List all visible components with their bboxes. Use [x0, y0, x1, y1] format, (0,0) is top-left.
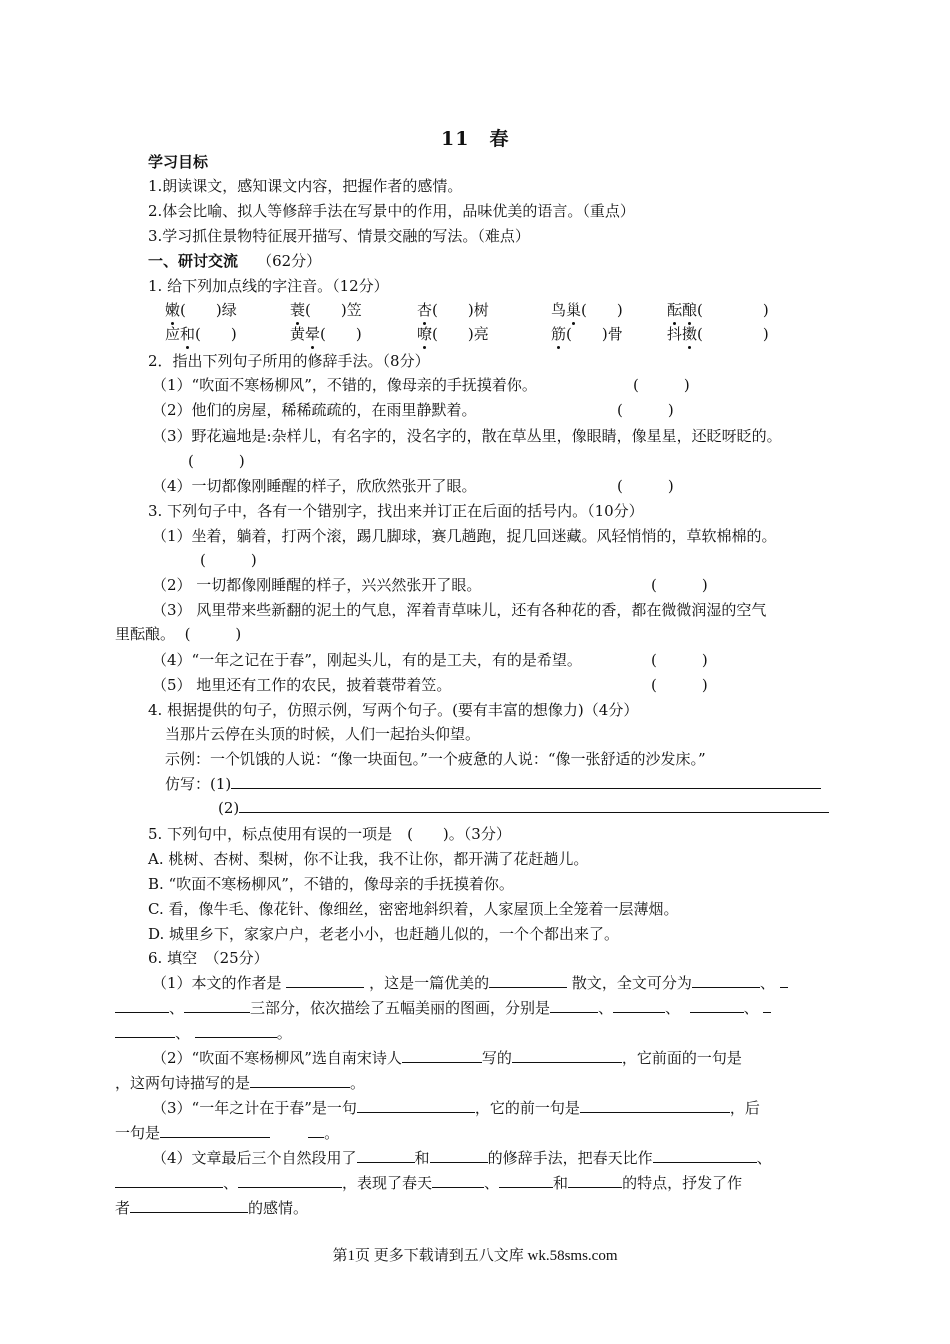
- answer-paren[interactable]: ( ): [200, 551, 257, 569]
- fill-blank[interactable]: [763, 997, 771, 1013]
- dotted-char: 巢: [566, 301, 582, 319]
- q3-item: （2） 一切都像刚睡醒的样子，兴兴然张开了眼。: [152, 576, 482, 594]
- dotted-char: 酝: [667, 301, 683, 319]
- pinyin-blank: 酝酿( ): [667, 301, 769, 319]
- dotted-char: 嫩: [165, 301, 181, 319]
- q6-prompt: 6. 填空 （25分）: [148, 949, 269, 967]
- fill-blank[interactable]: [357, 1147, 415, 1163]
- q5-option: D. 城里乡下，家家户户，老老小小，也赶趟儿似的，一个个都出来了。: [148, 925, 620, 943]
- fill-blank[interactable]: [653, 1147, 757, 1163]
- q3-item: （5） 地里还有工作的农民，披着蓑带着笠。: [152, 676, 452, 694]
- q5-option: B. “吹面不寒杨柳风”，不错的，像母亲的手抚摸着你。: [148, 875, 514, 893]
- fill-blank[interactable]: [286, 972, 364, 988]
- answer-paren[interactable]: ( ): [617, 477, 674, 495]
- answer-paren[interactable]: ( ): [617, 401, 674, 419]
- goals-heading: 学习目标: [148, 153, 209, 171]
- q5-option: A. 桃树、杏树、梨树，你不让我，我不让你，都开满了花赶趟儿。: [148, 850, 589, 868]
- fill-blank[interactable]: [613, 997, 665, 1013]
- q6-text: 。: [276, 1024, 292, 1042]
- fill-blank[interactable]: [489, 972, 567, 988]
- q3-item: （1）坐着，躺着，打两个滚，踢几脚球，赛几趟跑，捉几回迷藏。风轻悄悄的，草软棉棉的。: [152, 527, 777, 545]
- q6-text: ，后: [729, 1099, 760, 1117]
- q4-source-sentence: 当那片云停在头顶的时候，人们一起抬头仰望。: [165, 725, 481, 743]
- dotted-char: 筋: [551, 325, 567, 343]
- q4-answer-2: [218, 797, 829, 819]
- q6-text: ，表现了春天: [342, 1174, 433, 1192]
- q4-number: (1): [210, 775, 232, 793]
- q6-text: 的感情。: [248, 1199, 309, 1217]
- pinyin-blank: 嘹( )亮: [417, 325, 489, 343]
- dotted-char: 和: [180, 325, 196, 343]
- fill-blank[interactable]: [195, 1022, 277, 1038]
- dotted-char: 擞: [682, 325, 698, 343]
- q6-line: [152, 1147, 772, 1169]
- q3-item: （3） 风里带来些新翻的泥土的气息，浑着青草味儿，还有各种花的香，都在微微润湿的空气: [152, 601, 767, 619]
- goal-item: 1.朗读课文，感知课文内容，把握作者的感情。: [148, 177, 463, 195]
- q6-text: 、: [175, 1024, 191, 1042]
- q5-option: C. 看，像牛毛、像花针、像细丝，密密地斜织着，人家屋顶上全笼着一层薄烟。: [148, 900, 679, 918]
- q6-line: [115, 1022, 292, 1044]
- fill-blank[interactable]: [402, 1047, 482, 1063]
- dotted-char: 杏: [417, 301, 433, 319]
- q6-line: [115, 1072, 365, 1094]
- q6-line: [115, 1197, 308, 1219]
- q6-text: 、: [598, 999, 614, 1017]
- q4-label: 仿写：: [165, 775, 211, 793]
- q6-text: （3）“一年之计在于春”是一句: [152, 1099, 357, 1117]
- section-title: 一、研讨交流: [148, 252, 239, 270]
- q3-item: （4）“一年之记在于春”，刚起头儿，有的是工夫，有的是希望。: [152, 651, 582, 669]
- q6-text: ，它的前一句是: [474, 1099, 580, 1117]
- q6-text: （4）文章最后三个自然段用了: [152, 1149, 357, 1167]
- pinyin-blank: 嫩( )绿: [165, 301, 237, 319]
- q6-text: 、: [484, 1174, 500, 1192]
- q6-text: 的修辞手法，把春天比作: [487, 1149, 653, 1167]
- fill-blank[interactable]: [357, 1097, 475, 1113]
- q6-text: （2）“吹面不寒杨柳风”选自南宋诗人: [152, 1049, 402, 1067]
- answer-paren[interactable]: ( ): [633, 376, 690, 394]
- q6-text: 三部分，依次描绘了五幅美丽的图画，分别是: [250, 999, 551, 1017]
- dotted-char: 嘹: [417, 325, 433, 343]
- fill-blank[interactable]: [130, 1197, 248, 1213]
- answer-paren[interactable]: ( ): [651, 676, 708, 694]
- q6-text: 散文，全文可分为: [571, 974, 692, 992]
- fill-blank[interactable]: [432, 1172, 484, 1188]
- fill-blank[interactable]: [430, 1147, 488, 1163]
- q6-line: [152, 1047, 742, 1069]
- answer-line[interactable]: [239, 797, 829, 813]
- answer-paren[interactable]: ( ): [651, 576, 708, 594]
- q2-prompt: 2．指出下列句子所用的修辞手法。（8分）: [148, 352, 430, 370]
- q6-text: 、: [756, 1149, 772, 1167]
- pinyin-blank: 黄晕( ): [290, 325, 362, 343]
- dotted-char: 蓑: [290, 301, 306, 319]
- q4-prompt: 4. 根据提供的句子，仿照示例，写两个句子。(要有丰富的想像力)（4分）: [148, 701, 639, 719]
- q6-text: 。: [324, 1124, 340, 1142]
- fill-blank[interactable]: [308, 1122, 324, 1138]
- page-footer: 第1页 更多下载请到五八文库 wk.58sms.com: [332, 1248, 618, 1264]
- goal-item: 2.体会比喻、拟人等修辞手法在写景中的作用，品味优美的语言。（重点）: [148, 202, 635, 220]
- q6-text: ，这是一篇优美的: [369, 974, 490, 992]
- q6-text: 写的: [481, 1049, 512, 1067]
- pinyin-blank: 应和( ): [165, 325, 237, 343]
- q4-example: 示例：一个饥饿的人说：“像一块面包。”一个疲惫的人说：“像一张舒适的沙发床。”: [165, 750, 706, 768]
- answer-paren[interactable]: ( ): [188, 452, 245, 470]
- section-score: （62分）: [257, 252, 322, 270]
- q6-line: [152, 972, 788, 994]
- goal-item: 3.学习抓住景物特征展开描写、情景交融的写法。（难点）: [148, 227, 530, 245]
- dotted-char: 酿: [682, 301, 698, 319]
- q6-text: 一句是: [115, 1124, 161, 1142]
- fill-blank[interactable]: [250, 1072, 350, 1088]
- q2-item: （4）一切都像刚睡醒的样子，欣欣然张开了眼。: [152, 477, 477, 495]
- answer-paren[interactable]: ( ): [184, 625, 242, 643]
- q3-item-tail: 里酝酿。: [115, 625, 176, 643]
- q6-text: 、: [743, 999, 759, 1017]
- q6-text: 、: [223, 1174, 239, 1192]
- fill-blank[interactable]: [512, 1047, 622, 1063]
- q6-text: 和: [414, 1149, 430, 1167]
- q6-text: 。: [350, 1074, 366, 1092]
- page-title: 11 春: [441, 128, 510, 150]
- fill-blank[interactable]: [580, 1097, 730, 1113]
- q6-text: ，这两句诗描写的是: [115, 1074, 251, 1092]
- fill-blank[interactable]: [690, 997, 744, 1013]
- q6-line: [152, 1097, 760, 1119]
- answer-line[interactable]: [231, 773, 821, 789]
- q6-text: 和: [553, 1174, 569, 1192]
- q5-prompt: 5. 下列句中，标点使用有误的一项是 ( )。（3分）: [148, 825, 511, 843]
- pinyin-blank: 鸟巢( ): [551, 301, 623, 319]
- q6-text: 、: [665, 999, 681, 1017]
- q6-text: 的特点，抒发了作: [622, 1174, 743, 1192]
- q2-item: （1）“吹面不寒杨柳风”，不错的，像母亲的手抚摸着你。: [152, 376, 537, 394]
- q4-answer-1: [165, 773, 821, 795]
- fill-blank[interactable]: [550, 997, 598, 1013]
- pinyin-blank: 蓑( )笠: [290, 301, 362, 319]
- fill-blank[interactable]: [238, 1172, 342, 1188]
- q6-line: [115, 1172, 742, 1194]
- fill-blank[interactable]: [115, 1172, 223, 1188]
- q6-text: 、: [169, 999, 185, 1017]
- q6-text: 、: [759, 974, 775, 992]
- dotted-char: 晕: [305, 325, 321, 343]
- q3-item-cont: [115, 623, 241, 645]
- fill-blank[interactable]: [692, 972, 760, 988]
- q1-prompt: 1. 给下列加点线的字注音。（12分）: [148, 277, 389, 295]
- fill-blank[interactable]: [780, 972, 788, 988]
- q6-text: ，它前面的一句是: [621, 1049, 742, 1067]
- fill-blank[interactable]: [160, 1122, 270, 1138]
- pinyin-blank: 抖擞( ): [667, 325, 769, 343]
- fill-blank[interactable]: [568, 1172, 622, 1188]
- q6-line: [115, 1122, 339, 1144]
- q4-number: (2): [218, 799, 240, 817]
- q6-text: 者: [115, 1199, 131, 1217]
- answer-paren[interactable]: ( ): [651, 651, 708, 669]
- fill-blank[interactable]: [499, 1172, 553, 1188]
- q2-item: （3）野花遍地是:杂样儿，有名字的，没名字的，散在草丛里，像眼睛，像星星，还眨呀眨的。: [152, 427, 782, 445]
- fill-blank[interactable]: [115, 1022, 175, 1038]
- fill-blank[interactable]: [184, 997, 250, 1013]
- q6-line: [115, 997, 771, 1019]
- pinyin-blank: 筋( )骨: [551, 325, 623, 343]
- q3-prompt: 3. 下列句子中，各有一个错别字，找出来并订正在后面的括号内。（10分）: [148, 502, 644, 520]
- section-heading: [148, 250, 321, 272]
- pinyin-blank: 杏( )树: [417, 301, 489, 319]
- q6-text: （1）本文的作者是: [152, 974, 282, 992]
- q2-item: （2）他们的房屋，稀稀疏疏的，在雨里静默着。: [152, 401, 477, 419]
- fill-blank[interactable]: [115, 997, 169, 1013]
